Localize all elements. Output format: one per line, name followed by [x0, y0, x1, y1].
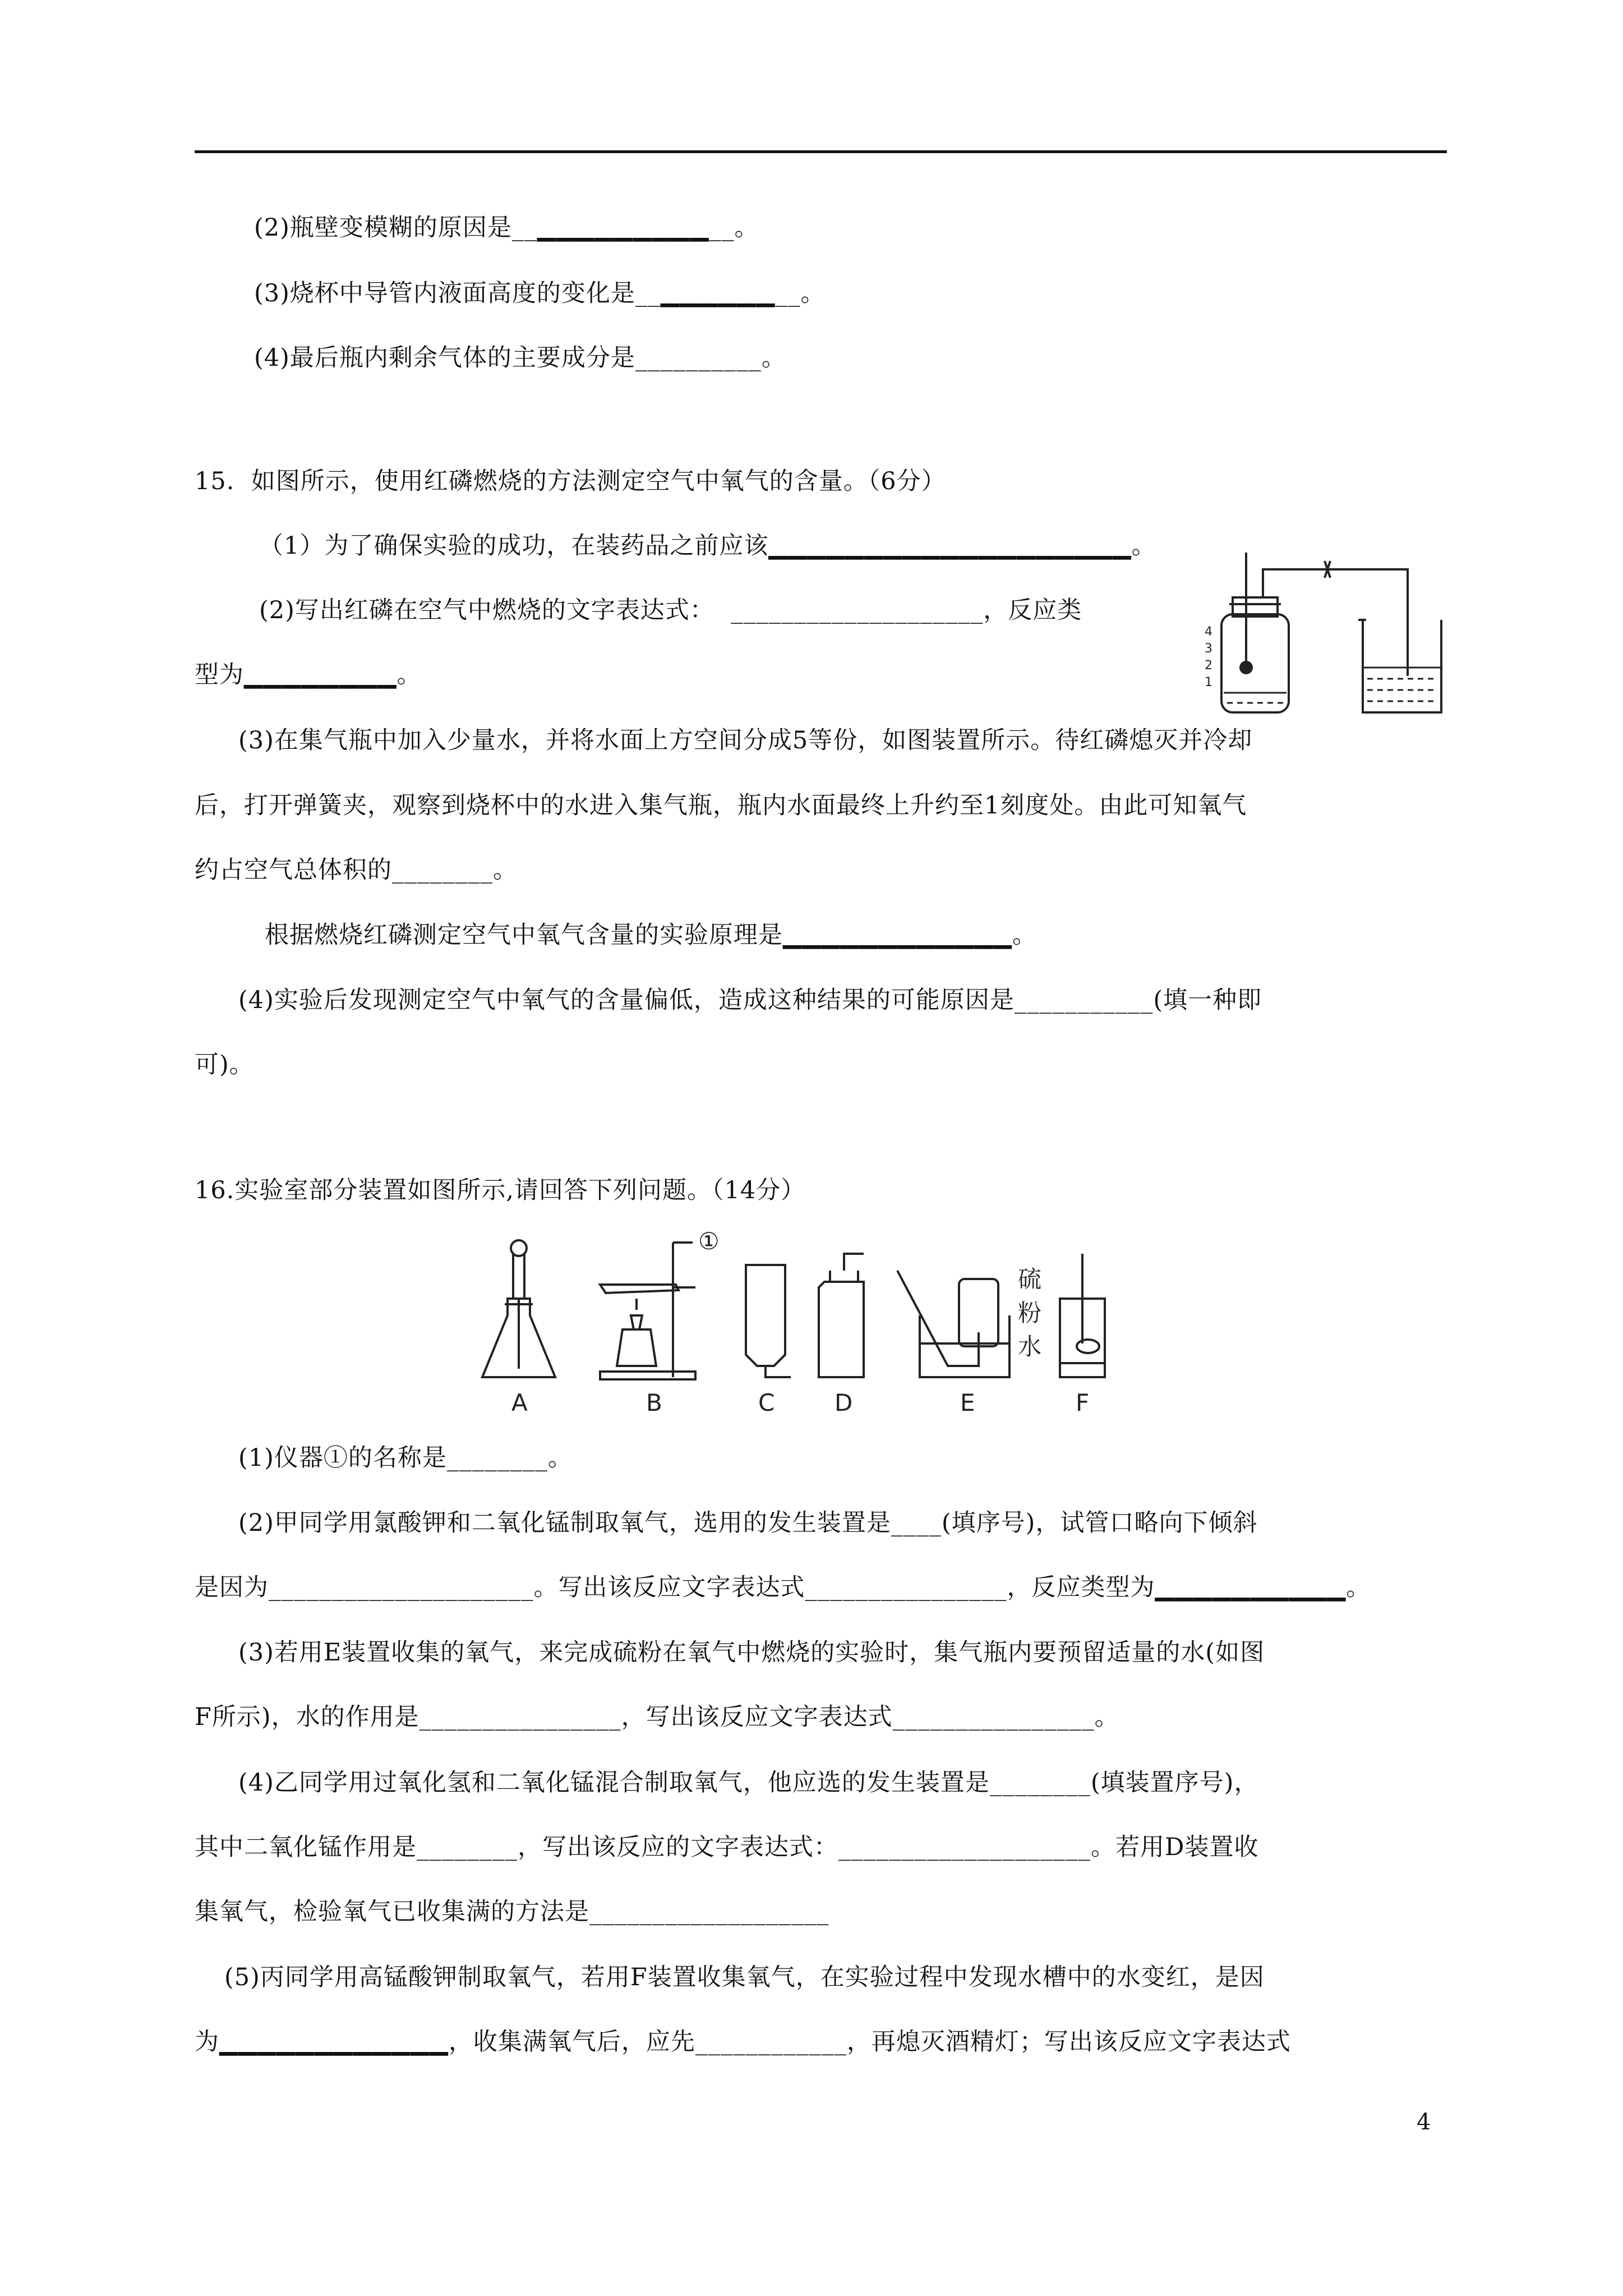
- label-a: A: [511, 1389, 528, 1416]
- q16-sub4-cont2: 集氧气，检验氧气已收集满的方法是___________________: [195, 1898, 829, 1926]
- q15-title: 15. 如图所示，使用红磷燃烧的方法测定空气中氧气的含量。（6分）: [195, 467, 946, 495]
- q15-sub3: (3)在集气瓶中加入少量水，并将水面上方空间分成5等份，如图装置所示。待红磷熄灭并冷却: [238, 726, 1253, 754]
- q16-sub2: (2)甲同学用氯酸钾和二氧化锰制取氧气，选用的发生装置是____(填序号)，试管口略向下倾斜: [238, 1509, 1258, 1537]
- q15-sub3-cont2: 约占空气总体积的________。: [195, 856, 518, 884]
- scale-mark-3: 3: [1205, 642, 1212, 656]
- q16-sub4: (4)乙同学用过氧化氢和二氧化锰混合制取氧气，他应选的发生装置是________(填装置序号)，: [238, 1769, 1259, 1797]
- q16-sub5-cont: 为▁▁▁▁▁▁▁▁▁▁▁▁，收集满氧气后，应先____________，再熄灭酒精灯；写出该反应文字表达式: [195, 2028, 1291, 2056]
- scale-mark-1: 1: [1205, 675, 1212, 689]
- q16-sub4-cont1: 其中二氧化锰作用是________，写出该反应的文字表达式：____________________。若用D装置收: [195, 1833, 1259, 1861]
- phosphorus-apparatus-figure: [1200, 553, 1447, 721]
- scale-mark-4: 4: [1205, 625, 1212, 639]
- lab-apparatus-figure: [471, 1227, 1161, 1422]
- q15-sub4: (4)实验后发现测定空气中氧气的含量偏低，造成这种结果的可能原因是___________(填一种即: [238, 986, 1262, 1014]
- q16-sub3: (3)若用E装置收集的氧气，来完成硫粉在氧气中燃烧的实验时，集气瓶内要预留适量的水(如图: [238, 1639, 1265, 1667]
- q15-sub1: （1）为了确保实验的成功，在装药品之前应该▁▁▁▁▁▁▁▁▁▁▁▁▁▁▁▁▁▁▁。: [259, 532, 1156, 560]
- q15-sub4-cont: 可)。: [195, 1051, 254, 1079]
- q15-principle: 根据燃烧红磷测定空气中氧气含量的实验原理是▁▁▁▁▁▁▁▁▁▁▁▁。: [265, 921, 1037, 949]
- q16-sub5: (5)丙同学用高锰酸钾制取氧气，若用F装置收集氧气，在实验过程中发现水槽中的水变红，是因: [224, 1963, 1265, 1991]
- label-e: E: [960, 1389, 975, 1416]
- q14-sub4: (4)最后瓶内剩余气体的主要成分是__________。: [254, 344, 786, 372]
- circled-number-1: ①: [698, 1227, 720, 1255]
- label-c: C: [758, 1389, 775, 1416]
- label-powder: 粉: [1018, 1299, 1042, 1327]
- q16-sub1: (1)仪器①的名称是________。: [238, 1444, 573, 1472]
- label-b: B: [646, 1389, 662, 1416]
- q16-title: 16.实验室部分装置如图所示,请回答下列问题。（14分）: [195, 1176, 806, 1204]
- page-number: 4: [1417, 2109, 1431, 2135]
- q14-sub2: (2)瓶壁变模糊的原因是__▁▁▁▁▁▁▁▁▁__。: [254, 214, 759, 242]
- q15-sub3-cont1: 后，打开弹簧夹，观察到烧杯中的水进入集气瓶，瓶内水面最终上升约至1刻度处。由此可知氧气: [195, 792, 1247, 820]
- q14-sub3: (3)烧杯中导管内液面高度的变化是__▁▁▁▁▁▁__。: [254, 279, 826, 307]
- q16-sub2-cont: 是因为_____________________。写出该反应文字表达式________________，反应类型为▁▁▁▁▁▁▁▁▁▁。: [195, 1573, 1371, 1602]
- label-f: F: [1076, 1389, 1090, 1416]
- label-d: D: [834, 1389, 853, 1416]
- q15-sub2-cont: 型为▁▁▁▁▁▁▁▁。: [195, 661, 422, 689]
- label-sulfur: 硫: [1018, 1266, 1042, 1293]
- label-water: 水: [1018, 1333, 1042, 1360]
- q15-sub2: (2)写出红磷在空气中燃烧的文字表达式： ____________________，反应类: [259, 596, 1082, 624]
- top-rule: [195, 150, 1447, 153]
- q16-sub3-cont: F所示)，水的作用是________________，写出该反应文字表达式________________。: [195, 1703, 1119, 1731]
- scale-mark-2: 2: [1205, 659, 1212, 673]
